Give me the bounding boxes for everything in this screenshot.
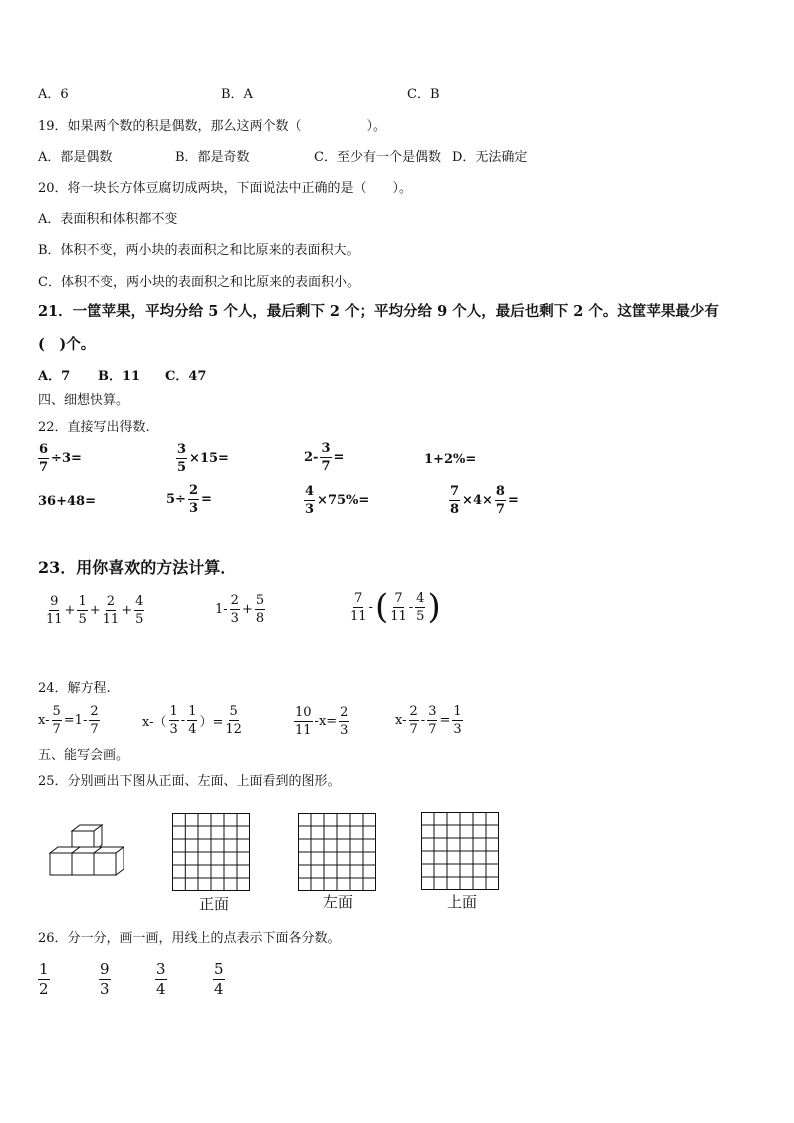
q26-fraction-2: $\frac{9}{3}$ bbox=[100, 960, 110, 998]
q19-option-a: A．都是偶数 bbox=[38, 150, 113, 165]
front-view-grid[interactable] bbox=[172, 813, 250, 891]
q20-option-a: A．表面积和体积都不变 bbox=[38, 212, 178, 227]
q22-item-3: 2- $\frac{3}{7}$ = bbox=[304, 441, 345, 474]
cube-stack-figure bbox=[44, 823, 124, 885]
q21-option-b: B．11 bbox=[98, 369, 141, 384]
q23-expression-1: $\frac{9}{11}$ + $\frac{1}{5}$ + $\frac{2}{11}$ + $\frac{4}{5}$ bbox=[46, 594, 144, 627]
q26-stem: 26．分一分，画一画，用线上的点表示下面各分数。 bbox=[38, 931, 341, 946]
q21-option-a: A．7 bbox=[38, 369, 71, 384]
q18-option-a: A．6 bbox=[38, 87, 69, 102]
q21-stem-line2: ( )个。 bbox=[38, 336, 96, 353]
q22-item-4: 1+2%= bbox=[424, 452, 477, 467]
left-view-label: 左面 bbox=[323, 893, 354, 911]
q24-equation-2: x-（ $\frac{1}{3}$ - $\frac{1}{4}$ ）= $\frac{5}{12}$ bbox=[142, 704, 242, 737]
q23-expression-3: $\frac{7}{11}$ - ( $\frac{7}{11}$ - $\frac{4}{5}$ ) bbox=[350, 587, 441, 627]
top-view-label: 上面 bbox=[447, 893, 478, 911]
q21-option-c: C．47 bbox=[165, 369, 207, 384]
q20-option-c: C．体积不变，两小块的表面积之和比原来的表面积小。 bbox=[38, 275, 360, 290]
q18-option-c: C．B bbox=[407, 87, 440, 102]
q18-option-b: B．A bbox=[221, 87, 253, 102]
q23-stem: 23．用你喜欢的方法计算． bbox=[38, 558, 237, 577]
left-view-grid[interactable] bbox=[298, 813, 376, 891]
top-view-grid[interactable] bbox=[421, 812, 499, 890]
q26-fraction-3: $\frac{3}{4}$ bbox=[156, 960, 166, 998]
q19-stem: 19．如果两个数的积是偶数，那么这两个数（ ）。 bbox=[38, 119, 387, 134]
q20-stem: 20．将一块长方体豆腐切成两块，下面说法中正确的是（ ）。 bbox=[38, 181, 413, 196]
q22-item-2: $\frac{3}{5}$ ×15= bbox=[177, 442, 229, 475]
q24-equation-1: x- $\frac{5}{7}$ =1- $\frac{2}{7}$ bbox=[38, 704, 99, 737]
q22-item-6: 5÷ $\frac{2}{3}$ = bbox=[166, 483, 212, 516]
q24-equation-4: x- $\frac{2}{7}$ - $\frac{3}{7}$ = $\frac{1}{3}$ bbox=[395, 704, 462, 737]
section-5-heading: 五、能写会画。 bbox=[38, 748, 130, 763]
q24-equation-3: $\frac{10}{11}$ -x= $\frac{2}{3}$ bbox=[295, 705, 349, 738]
q22-item-5: 36+48= bbox=[38, 494, 96, 509]
section-4-heading: 四、细想快算。 bbox=[38, 393, 130, 408]
q26-fraction-4: $\frac{5}{4}$ bbox=[214, 960, 224, 998]
q22-stem: 22．直接写出得数. bbox=[38, 420, 150, 435]
q19-option-d: D．无法确定 bbox=[452, 150, 528, 165]
q25-stem: 25．分别画出下图从正面、左面、上面看到的图形。 bbox=[38, 774, 341, 789]
q19-option-c: C．至少有一个是偶数 bbox=[314, 150, 441, 165]
q22-item-1: $\frac{6}{7}$ ÷3= bbox=[39, 442, 82, 475]
q22-item-8: $\frac{7}{8}$ ×4× $\frac{8}{7}$ = bbox=[450, 484, 519, 517]
q23-expression-2: 1- $\frac{2}{3}$ + $\frac{5}{8}$ bbox=[215, 593, 265, 626]
q26-fraction-1: $\frac{1}{2}$ bbox=[39, 960, 49, 998]
q21-stem-line1: 21．一筐苹果，平均分给 5 个人，最后剩下 2 个；平均分给 9 个人，最后也剩下 2 个。这筐苹果最少有 bbox=[38, 303, 719, 320]
q19-option-b: B．都是奇数 bbox=[175, 150, 250, 165]
front-view-label: 正面 bbox=[199, 895, 230, 913]
q24-stem: 24．解方程. bbox=[38, 681, 111, 696]
q20-option-b: B．体积不变，两小块的表面积之和比原来的表面积大。 bbox=[38, 243, 360, 258]
q22-item-7: $\frac{4}{3}$ ×75%= bbox=[305, 484, 370, 517]
